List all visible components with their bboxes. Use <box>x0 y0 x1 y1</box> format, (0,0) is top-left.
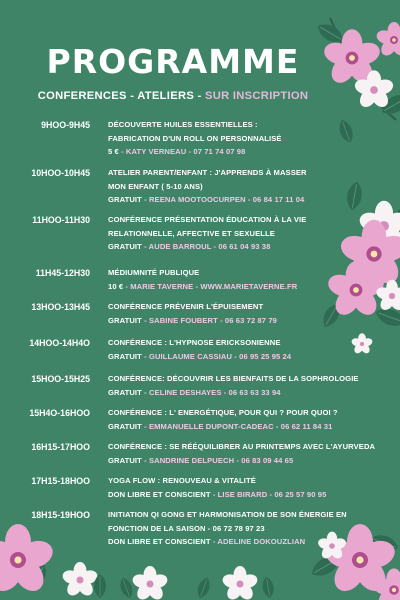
separator: - <box>141 351 149 361</box>
schedule-details <box>108 266 398 293</box>
separator: - <box>210 537 218 546</box>
separator: - <box>141 242 149 251</box>
schedule-time: 11HOO-11H30 <box>32 215 90 225</box>
session-price-contact <box>108 420 398 434</box>
session-title-line: YOGA FLOW : RENOUVEAU & VITALITÉ <box>108 476 256 485</box>
schedule-time: 14HOO-14H4O <box>29 338 90 348</box>
session-contact: AUDE BARROUL - 06 61 04 93 38 <box>148 242 271 251</box>
schedule-time: 10HOO-10H45 <box>31 168 90 178</box>
session-title-line: MON ENFANT ( 5-10 ANS) <box>108 181 203 191</box>
session-price-contact <box>108 240 398 254</box>
session-contact: SABINE FOUBERT - 06 63 72 87 79 <box>148 315 277 325</box>
session-price-contact <box>108 314 398 328</box>
session-price: GRATUIT <box>108 421 142 431</box>
session-price: GRATUIT <box>108 455 142 465</box>
session-contact: LISE BIRARD - 06 25 57 90 95 <box>217 489 327 499</box>
schedule-details <box>108 440 398 467</box>
session-price: 5 € <box>108 147 119 156</box>
schedule-details <box>108 474 398 501</box>
schedule-details <box>108 372 398 399</box>
session-contact: GUILLAUME CASSIAU - 06 95 25 95 24 <box>148 351 292 361</box>
session-title-line: FABRICATION D'UN ROLL ON PERSONNALISÉ <box>108 133 282 143</box>
schedule-details <box>108 213 398 254</box>
session-title-line: CONFÉRENCE : L' ENERGÉTIQUE, POUR QUI ? POUR QUOI ? <box>108 408 338 417</box>
session-price-contact <box>108 350 398 364</box>
session-price: GRATUIT <box>108 351 142 361</box>
session-price: GRATUIT <box>108 195 142 204</box>
schedule-details <box>108 118 398 159</box>
session-contact: KATY VERNEAU - 07 71 74 07 98 <box>125 147 246 156</box>
session-title-line: ATELIER PARENT/ENFANT : J'APPRENDS À MASSER <box>108 168 307 177</box>
session-title-line: RELATIONNELLE, AFFECTIVE ET SEXUELLE <box>108 228 275 238</box>
session-price: 10 € <box>108 281 124 291</box>
schedule-time: 11H45-12H30 <box>35 268 90 278</box>
session-contact: CELINE DESHAYES - 06 63 63 33 94 <box>148 387 281 397</box>
separator: - <box>141 455 149 465</box>
separator: - <box>141 421 149 431</box>
session-price-contact <box>108 280 398 294</box>
session-title-line: CONFÉRENCE PRÉSENTATION ÉDUCATION À LA VIE <box>108 215 307 224</box>
separator: - <box>118 147 126 156</box>
session-title-line: FONCTION DE LA SAISON - 06 72 78 97 23 <box>108 523 265 533</box>
separator: - <box>141 195 149 204</box>
session-title-line: CONFÉRENCE PRÉVENIR L'ÉPUISEMENT <box>108 302 264 311</box>
session-price-contact <box>108 386 398 400</box>
separator: - <box>141 315 149 325</box>
schedule-time: 17H15-18HOO <box>31 476 90 486</box>
separator: - <box>210 489 218 499</box>
session-title-line: CONFÉRENCE : L'HYPNOSE ERICKSONIENNE <box>108 338 281 347</box>
session-price-contact <box>108 535 398 549</box>
session-contact: SANDRINE DELPUECH - 06 83 09 44 65 <box>148 455 294 465</box>
session-contact: ADELINE DOKOUZLIAN <box>217 537 306 546</box>
session-title-line: CONFÉRENCE : SE RÉÉQUILIBRER AU PRINTEMPS AVEC L'AYURVEDA <box>108 442 376 451</box>
schedule-time: 15H4O-16HOO <box>29 408 90 418</box>
session-price: GRATUIT <box>108 387 142 397</box>
session-contact: MARIE TAVERNE - WWW.MARIETAVERNE.FR <box>130 281 298 291</box>
subtitle-categories: CONFERENCES - ATELIERS - <box>37 90 205 102</box>
session-title-line: MÉDIUMNITÉ PUBLIQUE <box>108 268 200 277</box>
session-contact: EMMANUELLE DUPONT-CADEAC - 06 62 11 84 31 <box>148 421 333 431</box>
schedule-details <box>108 406 398 433</box>
session-title-line: CONFÉRENCE: DÉCOUVRIR LES BIENFAITS DE LA SOPHROLOGIE <box>108 374 359 383</box>
schedule-time: 18H15-19HOO <box>31 510 90 520</box>
schedule-details <box>108 300 398 327</box>
separator: - <box>141 387 149 397</box>
session-contact: REENA MOOTOOCURPEN - 06 84 17 11 04 <box>148 195 305 204</box>
session-title-line: DÉCOUVERTE HUILES ESSENTIELLES : <box>108 120 258 129</box>
session-price-contact <box>108 488 398 502</box>
schedule-details <box>108 166 398 207</box>
schedule-time: 16H15-17HOO <box>31 442 90 452</box>
session-price-contact <box>108 145 398 159</box>
schedule-details <box>108 508 398 549</box>
schedule-time: 13HOO-13H45 <box>31 302 90 312</box>
separator: - <box>123 281 131 291</box>
schedule-time: 15HOO-15H25 <box>31 374 90 384</box>
subtitle-registration: SUR INSCRIPTION <box>204 90 309 102</box>
session-price: GRATUIT <box>108 315 142 325</box>
schedule-details <box>108 336 398 363</box>
session-price: GRATUIT <box>108 242 142 251</box>
session-price-contact <box>108 193 398 207</box>
schedule-time: 9HOO-9H45 <box>41 120 90 130</box>
session-price: DON LIBRE ET CONSCIENT <box>108 489 211 499</box>
session-price: DON LIBRE ET CONSCIENT <box>108 537 211 546</box>
session-price-contact <box>108 454 398 468</box>
page-title: PROGRAMME <box>46 42 300 81</box>
session-title-line: INITIATION QI GONG ET HARMONISATION DE SON ÉNERGIE EN <box>108 510 347 519</box>
